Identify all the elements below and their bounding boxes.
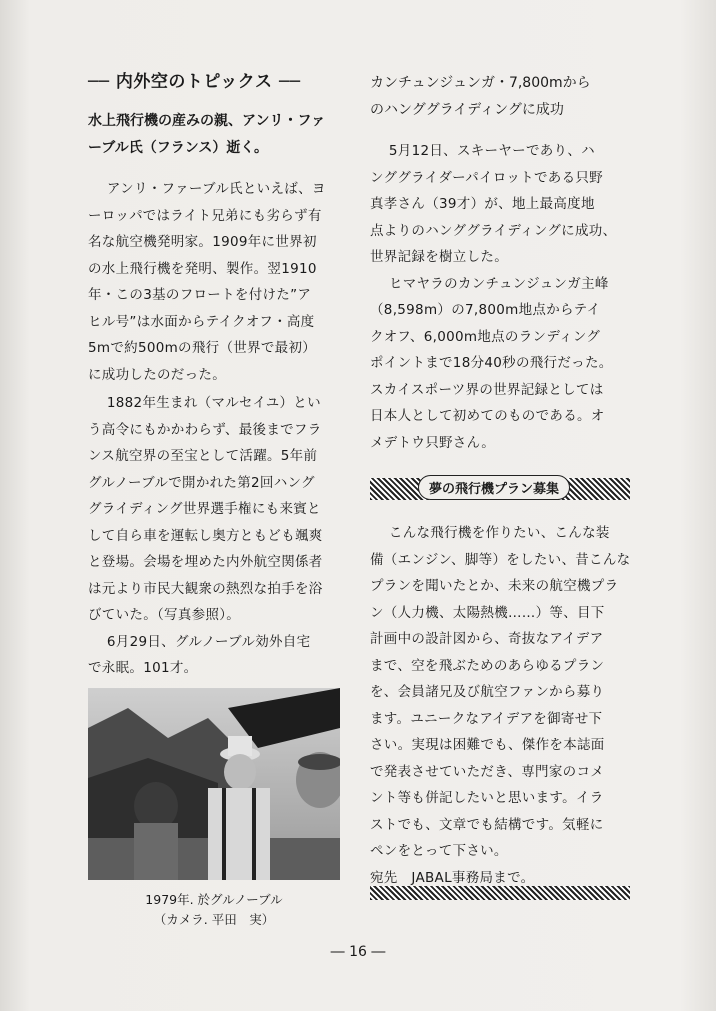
- fabre-photo: [88, 688, 340, 880]
- text-line: 6月29日、グルノーブル効外自宅: [106, 633, 311, 650]
- text-line: ン（人力機、太陽熱機……）等、目下: [370, 604, 605, 621]
- text-line: びていた。（写真参照）。: [88, 607, 241, 623]
- article-paragraph-3: [88, 629, 356, 682]
- text-line: して自ら車を運転し奥方ともども颯爽: [88, 527, 323, 544]
- call-for-plans: [370, 520, 638, 891]
- photo-illustration: [88, 688, 340, 880]
- text-line: メデトウ只野さん。: [370, 434, 496, 451]
- text-line: ヒル号”は水面からテイクオフ・高度: [88, 313, 315, 330]
- text-line: 真孝さん（39才）が、地上最高度地: [370, 196, 595, 212]
- subhead-line: 水上飛行機の産みの親、アンリ・ファ: [88, 113, 326, 129]
- text-line: ポイントまで18分40秒の飛行だった。: [370, 355, 613, 371]
- article-paragraph-r1: [370, 138, 638, 271]
- headline-line: のハンググライディングに成功: [370, 102, 564, 118]
- address-line: 宛先 JABAL事務局まで。: [370, 869, 535, 886]
- photo-caption: [88, 890, 340, 930]
- text-line: ヒマヤラのカンチュンジュンガ主峰: [388, 275, 609, 292]
- text-line: グライディング世界選手権にも来賓と: [88, 501, 321, 517]
- article-paragraph-1: [88, 176, 356, 388]
- text-line: まで、空を飛ぶためのあらゆるプラン: [370, 657, 605, 674]
- text-line: 世界記録を樹立した。: [370, 249, 508, 265]
- text-line: 5月12日、スキーヤーであり、ハ: [388, 143, 595, 159]
- article-paragraph-2: [88, 390, 356, 629]
- caption-line: 1979年. 於グルノーブル: [145, 892, 283, 907]
- text-line: スカイスポーツ界の世界記録としては: [370, 381, 604, 398]
- text-line: ーロッパではライト兄弟にも劣らず有: [88, 207, 322, 224]
- page-number: ― 16 ―: [330, 944, 386, 960]
- text-line: 計画中の設計図から、奇抜なアイデア: [370, 631, 604, 647]
- text-line: ペンをとって下さい。: [370, 843, 508, 859]
- text-line: グルノーブルで開かれた第2回ハング: [88, 474, 315, 491]
- text-line: 点よりのハンググライディングに成功、: [370, 222, 617, 239]
- text-line: 備（エンジン、脚等）をしたい、昔こんな: [370, 551, 631, 568]
- section-banner: [370, 478, 630, 500]
- text-line: う高令にもかかわらず、最後までフラ: [88, 421, 322, 438]
- text-line: と登場。会場を埋めた内外航空関係者: [88, 554, 323, 570]
- headline-line: カンチュンジュンガ・7,800mから: [370, 75, 591, 91]
- text-line: ます。ユニークなアイデアを御寄せ下: [370, 710, 603, 727]
- text-line: ストでも、文章でも結構です。気軽に: [370, 816, 604, 833]
- text-line: ンググライダーパイロットである只野: [370, 169, 603, 186]
- caption-line: （カメラ. 平田 実）: [153, 912, 275, 927]
- banner-label: 夢の飛行機プラン募集: [418, 475, 570, 500]
- text-line: 年・この3基のフロートを付けた”ア: [88, 287, 312, 303]
- text-line: に成功したのだった。: [88, 366, 226, 383]
- text-line: クオフ、6,000m地点のランディング: [370, 328, 601, 345]
- left-column: [88, 70, 356, 682]
- text-line: （8,598m）の7,800m地点からテイ: [370, 302, 601, 318]
- text-line: ント等も併記したいと思います。イラ: [370, 790, 604, 806]
- text-line: ンス航空界の至宝として活躍。5年前: [88, 448, 318, 464]
- text-line: の水上飛行機を発明、製作。翌1910: [88, 260, 317, 277]
- text-line: で発表させていただき、専門家のコメ: [370, 763, 605, 780]
- text-line: 日本人として初めてのものである。オ: [370, 408, 605, 424]
- article-paragraph-r2: [370, 271, 638, 457]
- text-line: で永眠。101才。: [88, 660, 198, 676]
- text-line: こんな飛行機を作りたい、こんな装: [388, 525, 610, 541]
- article-subhead: [88, 108, 356, 162]
- section-end-bar: [370, 886, 630, 900]
- right-column: [370, 70, 638, 456]
- subhead-line: ーブル氏（フランス）逝く。: [88, 140, 269, 156]
- article-headline: [370, 70, 638, 124]
- text-line: 1882年生まれ（マルセイユ）とい: [106, 395, 321, 411]
- text-line: 名な航空機発明家。1909年に世界初: [88, 234, 317, 250]
- section-heading: ── 内外空のトピックス ──: [88, 72, 301, 92]
- text-line: を、会員諸兄及び航空ファンから募り: [370, 684, 605, 700]
- text-line: アンリ・ファーブル氏といえば、ヨ: [106, 181, 326, 197]
- text-line: さい。実現は困難でも、傑作を本誌面: [370, 737, 605, 753]
- article-paragraph-r3: [370, 520, 638, 865]
- text-line: 5mで約500mの飛行（世界で最初）: [88, 340, 317, 356]
- text-line: プランを聞いたとか、未来の航空機プラ: [370, 578, 619, 594]
- text-line: は元より市民大観衆の熱烈な拍手を浴: [88, 580, 323, 597]
